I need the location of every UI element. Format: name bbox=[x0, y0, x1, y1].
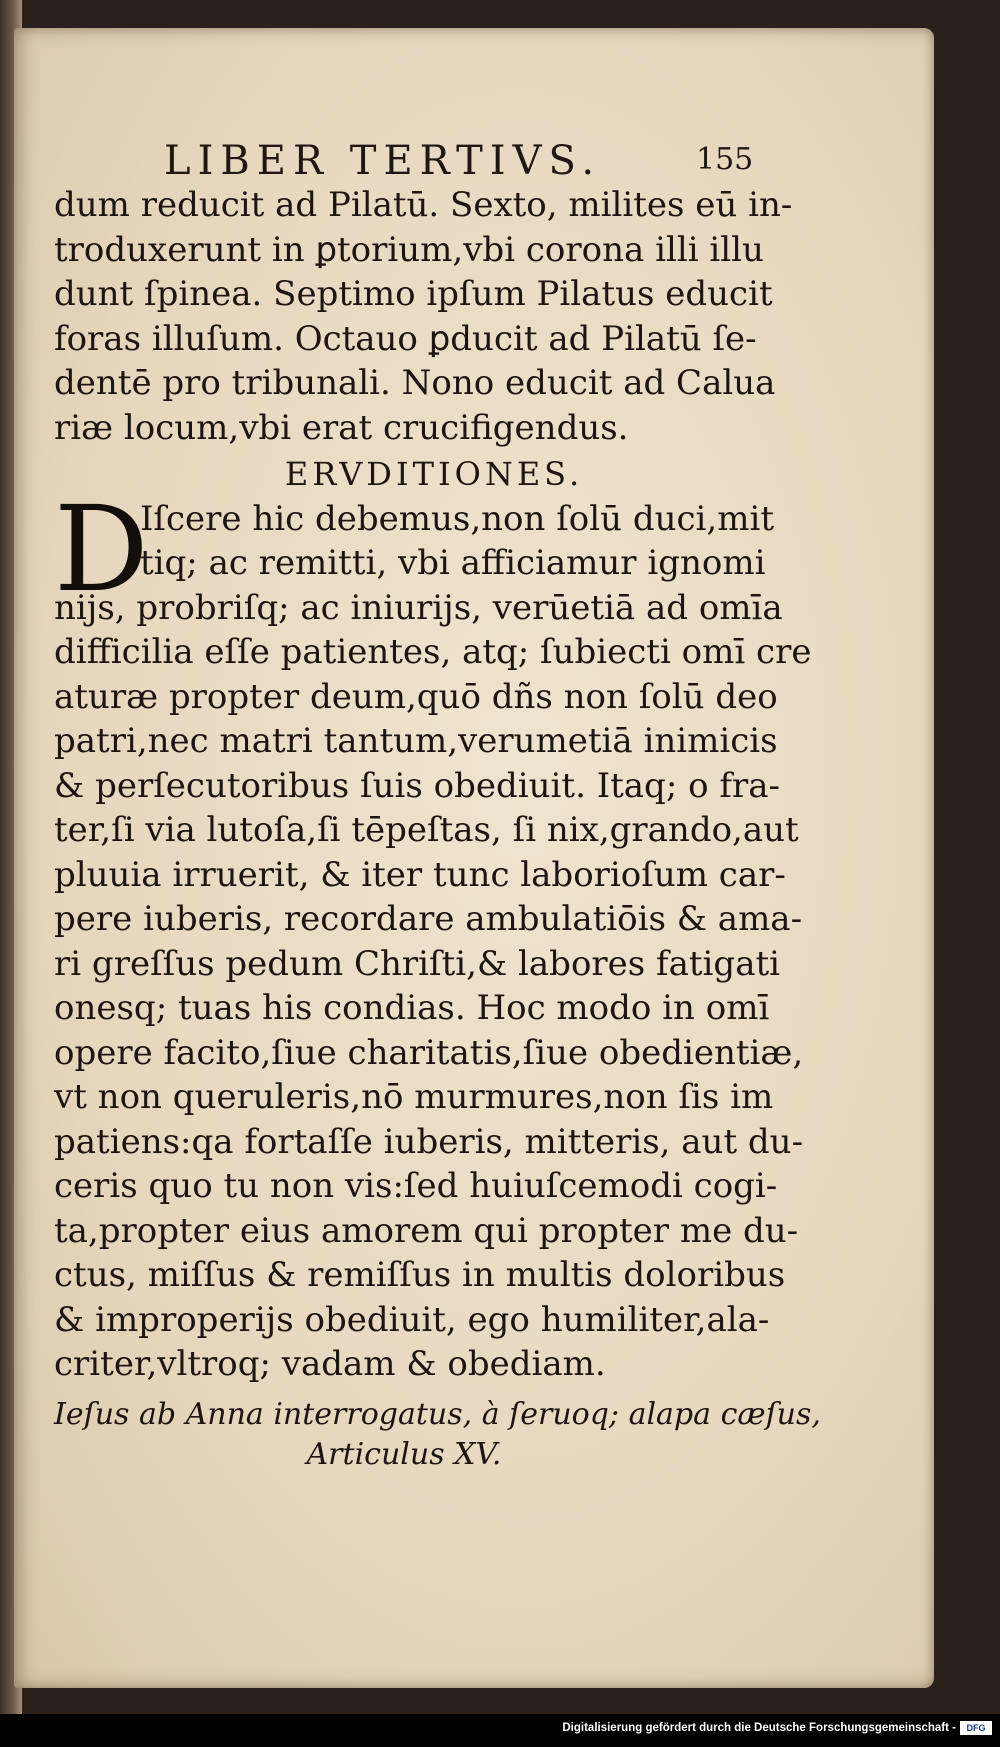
text-line: ctus, miſſus & remiſſus in multis doloribus bbox=[54, 1255, 786, 1295]
text-line: dunt ſpinea. Septimo ipſum Pilatus educit bbox=[54, 274, 773, 314]
text-line: & perſecutoribus ſuis obediuit. Itaq; o fra- bbox=[54, 765, 780, 806]
text-line: dentē pro tribunali. Nono educit ad Calua bbox=[54, 363, 776, 403]
text-line: ter,ſi via lutoſa,ſi tēpeſtas, ſi nix,grando,aut bbox=[54, 810, 799, 850]
dfg-logo: DFG bbox=[960, 1721, 992, 1735]
book-page bbox=[14, 28, 934, 1688]
erudition-paragraph bbox=[54, 479, 812, 1387]
text-line: difficilia eſſe patientes, atq; ſubiecti omī cre bbox=[54, 632, 812, 672]
article-title-line: Ieſus ab Anna interrogatus, à ſeruoq; alapa cæſus, bbox=[54, 1396, 821, 1432]
text-line: troduxerunt in ꝑtorium,vbi corona illi illu bbox=[54, 229, 764, 270]
funding-credit: Digitalisierung gefördert durch die Deutsche Forschungsgemeinschaft - bbox=[562, 1722, 956, 1734]
folio-number: 155 bbox=[696, 142, 754, 177]
text-line: onesq; tuas his condias. Hoc modo in omī bbox=[54, 988, 770, 1028]
text-block bbox=[54, 183, 821, 1475]
text-line: riæ locum,vbi erat crucifigendus. bbox=[54, 407, 629, 448]
text-line: ta,propter eius amorem qui propter me du- bbox=[54, 1210, 799, 1251]
text-line: dum reducit ad Pilatū. Sexto, milites eū in- bbox=[54, 185, 793, 225]
text-line: Iſcere hic debemus,non ſolū duci,mit bbox=[140, 498, 775, 539]
text-line: nijs, probriſq; ac iniurijs, verūetiā ad omīa bbox=[54, 587, 783, 628]
text-line: foras illuſum. Octauo ꝑducit ad Pilatū ſe- bbox=[54, 318, 757, 359]
opening-paragraph bbox=[54, 183, 793, 450]
text-line: patiens:qa fortaſſe iuberis, mitteris, aut du- bbox=[54, 1121, 804, 1162]
article-number: Articulus XV. bbox=[306, 1436, 502, 1472]
section-heading: ERVDITIONES. bbox=[284, 455, 584, 493]
drop-cap: D bbox=[54, 479, 149, 618]
text-line: pluuia irruerit, & iter tunc laborioſum car- bbox=[54, 854, 786, 895]
running-head: LIBER TERTIVS. bbox=[164, 138, 602, 184]
text-line: criter,vltroq; vadam & obediam. bbox=[54, 1344, 606, 1384]
article-title bbox=[54, 1395, 821, 1475]
text-line: pere iuberis, recordare ambulatiōis & ama- bbox=[54, 899, 803, 939]
text-line: tiq; ac remitti, vbi afficiamur ignomi bbox=[140, 543, 766, 583]
text-line: patri,nec matri tantum,verumetiā inimicis bbox=[54, 721, 778, 761]
text-line: opere facito,ſiue charitatis,ſiue obedientiæ, bbox=[54, 1032, 804, 1073]
text-line: ri greſſus pedum Chriſti,& labores fatigati bbox=[54, 943, 781, 984]
text-line: vt non queruleris,nō murmures,non ſis im bbox=[54, 1077, 774, 1117]
text-line: & improperijs obediuit, ego humiliter,ala- bbox=[54, 1299, 770, 1340]
text-line: aturæ propter deum,quō dñs non ſolū deo bbox=[54, 676, 778, 717]
text-line: ceris quo tu non vis:ſed huiuſcemodi cogi- bbox=[54, 1166, 778, 1206]
